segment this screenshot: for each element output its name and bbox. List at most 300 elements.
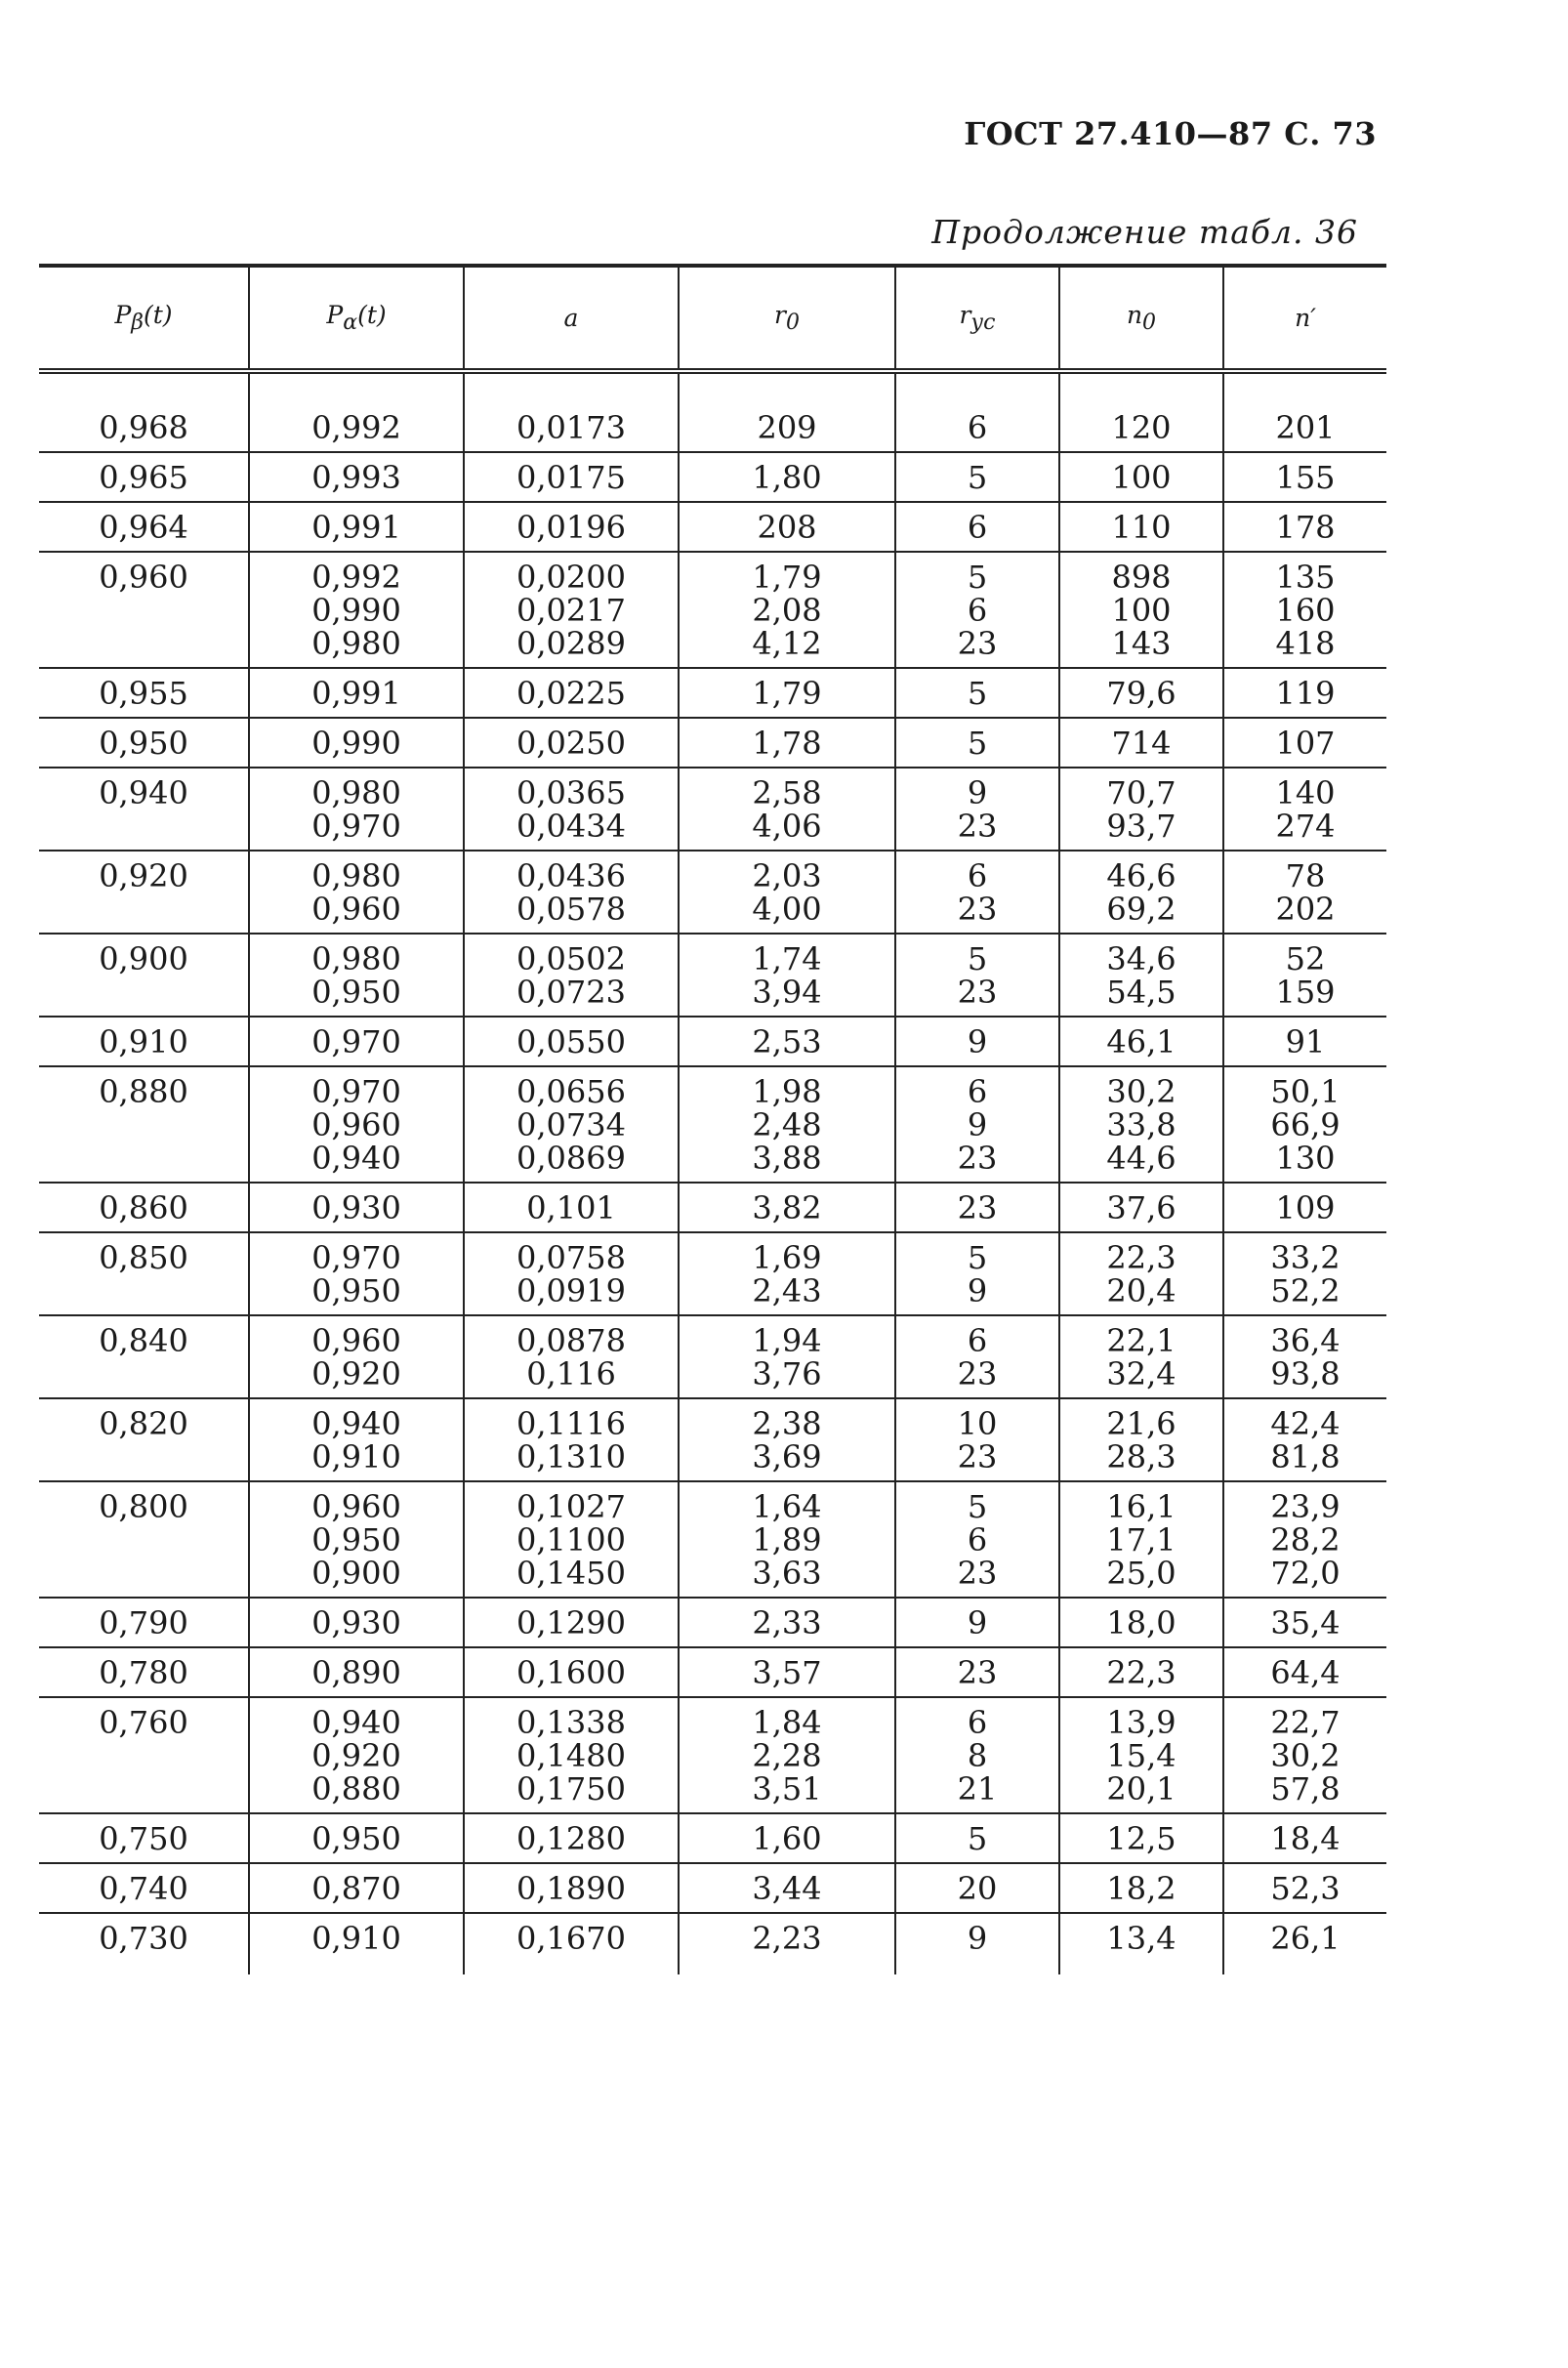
cell-value: 0,970 (311, 1023, 401, 1060)
cell-value: 0,0225 (516, 675, 626, 712)
cell-p-beta (39, 934, 249, 1017)
cell-pa (249, 1315, 464, 1398)
cell-rus (895, 1863, 1059, 1913)
cell-r0 (679, 1232, 895, 1315)
cell-a (464, 452, 679, 502)
cell-n0 (1059, 502, 1223, 552)
cell-rus (895, 1598, 1059, 1647)
cell-value: 3,82 (752, 1189, 822, 1226)
cell-value: 9 (967, 1272, 988, 1309)
cell-value: 79,6 (1106, 675, 1176, 712)
cell-n0 (1059, 934, 1223, 1017)
cell-value: 23 (957, 808, 998, 845)
cell-value: 6 (967, 409, 988, 446)
cell-value: 3,57 (752, 1654, 822, 1691)
cell-value: 57,8 (1270, 1770, 1341, 1807)
cell-value: 898 (1111, 559, 1172, 596)
cell-p-beta (39, 851, 249, 934)
cell-value: 22,7 (1270, 1704, 1341, 1741)
cell-n1 (1223, 1647, 1386, 1697)
cell-n1 (1223, 851, 1386, 934)
cell-n1 (1223, 1598, 1386, 1647)
cell-pa (249, 934, 464, 1017)
cell-value: 0,870 (311, 1870, 401, 1907)
cell-value: 0,0502 (516, 940, 626, 977)
cell-value: 0,1750 (516, 1770, 626, 1807)
cell-rus (895, 1232, 1059, 1315)
cell-value: 6 (967, 1322, 988, 1359)
cell-pa (249, 1598, 464, 1647)
cell-n0 (1059, 1481, 1223, 1598)
cell-r0 (679, 371, 895, 452)
cell-n0 (1059, 1315, 1223, 1398)
cell-rus (895, 1315, 1059, 1398)
cell-value: 0,0200 (516, 559, 626, 596)
cell-n0 (1059, 1697, 1223, 1813)
cell-value: 0,950 (311, 1272, 401, 1309)
cell-value: 0,0878 (516, 1322, 626, 1359)
cell-p-beta (39, 1398, 249, 1481)
cell-value: 2,33 (752, 1604, 822, 1641)
cell-pa (249, 1398, 464, 1481)
column-header-symbol: n′ (1295, 304, 1316, 332)
cell-value: 159 (1275, 974, 1336, 1011)
cell-n1 (1223, 1315, 1386, 1398)
cell-r0 (679, 1813, 895, 1863)
cell-value: 0,1290 (516, 1604, 626, 1641)
cell-value: 202 (1275, 891, 1336, 928)
cell-value: 155 (1275, 459, 1336, 496)
column-header-symbol: r (774, 301, 786, 329)
cell-n0 (1059, 1017, 1223, 1066)
cell-value: 4,06 (752, 808, 822, 845)
cell-value: 25,0 (1106, 1555, 1176, 1592)
cell-value: 26,1 (1270, 1920, 1341, 1957)
cell-value: 0,964 (99, 509, 188, 546)
table-row (39, 1398, 1386, 1481)
cell-a (464, 1183, 679, 1232)
cell-value: 0,950 (99, 725, 188, 762)
cell-value: 0,0869 (516, 1140, 626, 1177)
cell-value: 0,920 (311, 1355, 401, 1392)
cell-n1 (1223, 1813, 1386, 1863)
cell-value: 4,12 (752, 625, 822, 662)
column-header (895, 266, 1059, 371)
cell-value: 22,1 (1106, 1322, 1176, 1359)
cell-value: 0,0434 (516, 808, 626, 845)
cell-value: 17,1 (1106, 1521, 1176, 1558)
cell-value: 91 (1285, 1023, 1326, 1060)
cell-pa (249, 1017, 464, 1066)
cell-a (464, 1863, 679, 1913)
cell-value: 78 (1285, 857, 1326, 894)
cell-value: 22,3 (1106, 1654, 1176, 1691)
cell-pa (249, 552, 464, 668)
table-row (39, 1232, 1386, 1315)
cell-pa (249, 371, 464, 452)
cell-value: 18,4 (1270, 1820, 1341, 1857)
cell-r0 (679, 1598, 895, 1647)
cell-value: 23 (957, 1140, 998, 1177)
cell-r0 (679, 1863, 895, 1913)
table-header (39, 266, 1386, 371)
cell-value: 0,968 (99, 409, 188, 446)
cell-value: 1,60 (752, 1820, 822, 1857)
cell-value: 18,2 (1106, 1870, 1176, 1907)
cell-a (464, 1598, 679, 1647)
cell-value: 0,940 (311, 1140, 401, 1177)
cell-value: 28,3 (1106, 1438, 1176, 1475)
cell-pa (249, 1863, 464, 1913)
cell-value: 1,80 (752, 459, 822, 496)
cell-value: 0,950 (311, 1521, 401, 1558)
cell-value: 0,880 (311, 1770, 401, 1807)
cell-value: 8 (967, 1737, 988, 1774)
cell-r0 (679, 668, 895, 718)
cell-value: 20,1 (1106, 1770, 1176, 1807)
cell-value: 36,4 (1270, 1322, 1341, 1359)
cell-n1 (1223, 668, 1386, 718)
cell-value: 0,780 (99, 1654, 188, 1691)
cell-value: 10 (957, 1405, 998, 1442)
cell-value: 0,890 (311, 1654, 401, 1691)
column-header-symbol: P (114, 301, 132, 329)
cell-value: 3,94 (752, 974, 822, 1011)
cell-n1 (1223, 1863, 1386, 1913)
cell-value: 0,940 (99, 774, 188, 811)
cell-a (464, 371, 679, 452)
column-header-subscript: β (131, 311, 144, 335)
column-header-subscript: α (343, 311, 358, 335)
table-row (39, 1183, 1386, 1232)
cell-value: 1,94 (752, 1322, 822, 1359)
cell-pa (249, 851, 464, 934)
cell-value: 33,2 (1270, 1239, 1341, 1276)
cell-p-beta (39, 1066, 249, 1183)
cell-value: 6 (967, 592, 988, 629)
cell-n0 (1059, 1183, 1223, 1232)
cell-value: 0,730 (99, 1920, 188, 1957)
cell-value: 18,0 (1106, 1604, 1176, 1641)
table-row (39, 502, 1386, 552)
cell-value: 1,84 (752, 1704, 822, 1741)
cell-value: 0,0656 (516, 1073, 626, 1110)
cell-p-beta (39, 1598, 249, 1647)
cell-value: 9 (967, 1604, 988, 1641)
column-header-argument: (t) (357, 301, 387, 329)
cell-value: 0,760 (99, 1704, 188, 1741)
cell-rus (895, 768, 1059, 851)
cell-p-beta (39, 552, 249, 668)
cell-rus (895, 1481, 1059, 1598)
cell-value: 274 (1275, 808, 1336, 845)
cell-value: 0,800 (99, 1488, 188, 1525)
cell-value: 32,4 (1106, 1355, 1176, 1392)
column-header-subscript: 0 (785, 311, 800, 335)
cell-value: 119 (1275, 675, 1336, 712)
cell-value: 1,69 (752, 1239, 822, 1276)
cell-p-beta (39, 1183, 249, 1232)
column-header-symbol: a (563, 304, 579, 332)
cell-value: 0,0250 (516, 725, 626, 762)
cell-n0 (1059, 1066, 1223, 1183)
cell-value: 23 (957, 625, 998, 662)
table-body (39, 371, 1386, 1974)
cell-p-beta (39, 1913, 249, 1974)
cell-value: 0,955 (99, 675, 188, 712)
cell-value: 5 (967, 675, 988, 712)
cell-value: 0,960 (311, 1106, 401, 1143)
header-row (39, 266, 1386, 371)
cell-a (464, 718, 679, 768)
cell-a (464, 1697, 679, 1813)
cell-value: 0,950 (311, 1820, 401, 1857)
cell-value: 42,4 (1270, 1405, 1341, 1442)
cell-value: 9 (967, 1023, 988, 1060)
cell-n1 (1223, 371, 1386, 452)
cell-value: 5 (967, 1488, 988, 1525)
cell-value: 22,3 (1106, 1239, 1176, 1276)
cell-value: 0,960 (99, 559, 188, 596)
cell-value: 0,1480 (516, 1737, 626, 1774)
cell-value: 13,4 (1106, 1920, 1176, 1957)
cell-a (464, 851, 679, 934)
cell-value: 0,850 (99, 1239, 188, 1276)
table-row (39, 552, 1386, 668)
cell-rus (895, 851, 1059, 934)
cell-r0 (679, 452, 895, 502)
cell-value: 2,03 (752, 857, 822, 894)
cell-r0 (679, 1697, 895, 1813)
cell-value: 5 (967, 940, 988, 977)
cell-value: 418 (1275, 625, 1336, 662)
cell-a (464, 502, 679, 552)
cell-rus (895, 371, 1059, 452)
cell-value: 34,6 (1106, 940, 1176, 977)
cell-n1 (1223, 1481, 1386, 1598)
cell-value: 0,990 (311, 725, 401, 762)
cell-value: 0,0289 (516, 625, 626, 662)
cell-value: 12,5 (1106, 1820, 1176, 1857)
cell-a (464, 934, 679, 1017)
table-row (39, 1863, 1386, 1913)
column-header (1223, 266, 1386, 371)
cell-value: 0,993 (311, 459, 401, 496)
cell-a (464, 1232, 679, 1315)
cell-p-beta (39, 1647, 249, 1697)
cell-value: 2,43 (752, 1272, 822, 1309)
cell-value: 0,991 (311, 675, 401, 712)
cell-r0 (679, 718, 895, 768)
cell-value: 30,2 (1270, 1737, 1341, 1774)
cell-value: 2,38 (752, 1405, 822, 1442)
cell-r0 (679, 768, 895, 851)
cell-pa (249, 1813, 464, 1863)
table-row (39, 1315, 1386, 1398)
cell-value: 0,0175 (516, 459, 626, 496)
table-row (39, 668, 1386, 718)
cell-value: 0,960 (311, 1322, 401, 1359)
cell-value: 6 (967, 1073, 988, 1110)
cell-r0 (679, 1481, 895, 1598)
cell-value: 135 (1275, 559, 1336, 596)
cell-value: 0,0734 (516, 1106, 626, 1143)
cell-n1 (1223, 1183, 1386, 1232)
cell-value: 0,750 (99, 1820, 188, 1857)
cell-n0 (1059, 1647, 1223, 1697)
cell-value: 0,0758 (516, 1239, 626, 1276)
cell-p-beta (39, 1315, 249, 1398)
cell-value: 100 (1111, 592, 1172, 629)
cell-n0 (1059, 851, 1223, 934)
cell-p-beta (39, 1813, 249, 1863)
cell-n0 (1059, 371, 1223, 452)
table-row (39, 1913, 1386, 1974)
cell-value: 1,79 (752, 675, 822, 712)
cell-p-beta (39, 1863, 249, 1913)
cell-value: 15,4 (1106, 1737, 1176, 1774)
column-header-symbol: n (1126, 301, 1143, 329)
cell-value: 21 (957, 1770, 998, 1807)
cell-value: 160 (1275, 592, 1336, 629)
cell-value: 3,63 (752, 1555, 822, 1592)
cell-r0 (679, 1183, 895, 1232)
cell-value: 46,6 (1106, 857, 1176, 894)
cell-value: 93,8 (1270, 1355, 1341, 1392)
cell-p-beta (39, 452, 249, 502)
cell-value: 20 (957, 1870, 998, 1907)
cell-rus (895, 452, 1059, 502)
cell-value: 23 (957, 1438, 998, 1475)
cell-value: 0,980 (311, 940, 401, 977)
cell-value: 37,6 (1106, 1189, 1176, 1226)
cell-value: 0,950 (311, 974, 401, 1011)
cell-value: 5 (967, 459, 988, 496)
cell-n1 (1223, 452, 1386, 502)
cell-a (464, 1913, 679, 1974)
cell-value: 0,820 (99, 1405, 188, 1442)
cell-value: 3,88 (752, 1140, 822, 1177)
cell-value: 0,1670 (516, 1920, 626, 1957)
cell-n0 (1059, 1813, 1223, 1863)
cell-value: 69,2 (1106, 891, 1176, 928)
cell-value: 21,6 (1106, 1405, 1176, 1442)
cell-value: 81,8 (1270, 1438, 1341, 1475)
cell-value: 0,0365 (516, 774, 626, 811)
cell-value: 0,0550 (516, 1023, 626, 1060)
cell-pa (249, 718, 464, 768)
cell-p-beta (39, 371, 249, 452)
cell-r0 (679, 1398, 895, 1481)
cell-n1 (1223, 1066, 1386, 1183)
cell-value: 0,990 (311, 592, 401, 629)
cell-n1 (1223, 1697, 1386, 1813)
cell-r0 (679, 934, 895, 1017)
cell-value: 178 (1275, 509, 1336, 546)
cell-value: 0,920 (311, 1737, 401, 1774)
column-header-symbol: r (959, 301, 971, 329)
cell-n0 (1059, 668, 1223, 718)
cell-value: 0,930 (311, 1189, 401, 1226)
cell-value: 143 (1111, 625, 1172, 662)
cell-n1 (1223, 718, 1386, 768)
cell-value: 20,4 (1106, 1272, 1176, 1309)
cell-value: 6 (967, 509, 988, 546)
cell-a (464, 552, 679, 668)
cell-p-beta (39, 1232, 249, 1315)
cell-pa (249, 768, 464, 851)
cell-r0 (679, 1066, 895, 1183)
cell-r0 (679, 1647, 895, 1697)
cell-value: 0,910 (99, 1023, 188, 1060)
cell-value: 3,76 (752, 1355, 822, 1392)
cell-value: 0,900 (311, 1555, 401, 1592)
cell-p-beta (39, 768, 249, 851)
cell-rus (895, 934, 1059, 1017)
cell-value: 54,5 (1106, 974, 1176, 1011)
cell-value: 70,7 (1106, 774, 1176, 811)
cell-pa (249, 452, 464, 502)
cell-n0 (1059, 552, 1223, 668)
cell-p-beta (39, 1481, 249, 1598)
cell-value: 33,8 (1106, 1106, 1176, 1143)
data-table (39, 264, 1386, 1974)
cell-value: 3,69 (752, 1438, 822, 1475)
table-row (39, 934, 1386, 1017)
cell-n1 (1223, 502, 1386, 552)
column-header-argument: (t) (143, 301, 173, 329)
table-row (39, 371, 1386, 452)
cell-n0 (1059, 452, 1223, 502)
cell-pa (249, 1183, 464, 1232)
cell-value: 100 (1111, 459, 1172, 496)
cell-value: 0,116 (526, 1355, 616, 1392)
column-header (464, 266, 679, 371)
cell-value: 0,980 (311, 857, 401, 894)
cell-value: 2,23 (752, 1920, 822, 1957)
cell-value: 9 (967, 774, 988, 811)
cell-value: 23 (957, 891, 998, 928)
cell-p-beta (39, 668, 249, 718)
cell-value: 0,930 (311, 1604, 401, 1641)
column-header-subscript: ус (970, 311, 996, 335)
cell-value: 209 (757, 409, 817, 446)
cell-rus (895, 1398, 1059, 1481)
cell-value: 0,991 (311, 509, 401, 546)
cell-value: 0,960 (311, 1488, 401, 1525)
table-row (39, 718, 1386, 768)
cell-value: 23 (957, 1189, 998, 1226)
cell-value: 0,970 (311, 1073, 401, 1110)
cell-value: 110 (1111, 509, 1172, 546)
cell-pa (249, 1481, 464, 1598)
cell-value: 6 (967, 1704, 988, 1741)
cell-r0 (679, 1913, 895, 1974)
cell-value: 46,1 (1106, 1023, 1176, 1060)
cell-value: 5 (967, 1820, 988, 1857)
cell-value: 0,940 (311, 1704, 401, 1741)
cell-rus (895, 1647, 1059, 1697)
cell-n1 (1223, 1017, 1386, 1066)
table-row (39, 1697, 1386, 1813)
cell-a (464, 1647, 679, 1697)
cell-value: 0,970 (311, 808, 401, 845)
table-caption: Продолжение табл. 36 (931, 213, 1358, 251)
cell-value: 0,1338 (516, 1704, 626, 1741)
cell-value: 109 (1275, 1189, 1336, 1226)
cell-rus (895, 502, 1059, 552)
cell-a (464, 1813, 679, 1863)
